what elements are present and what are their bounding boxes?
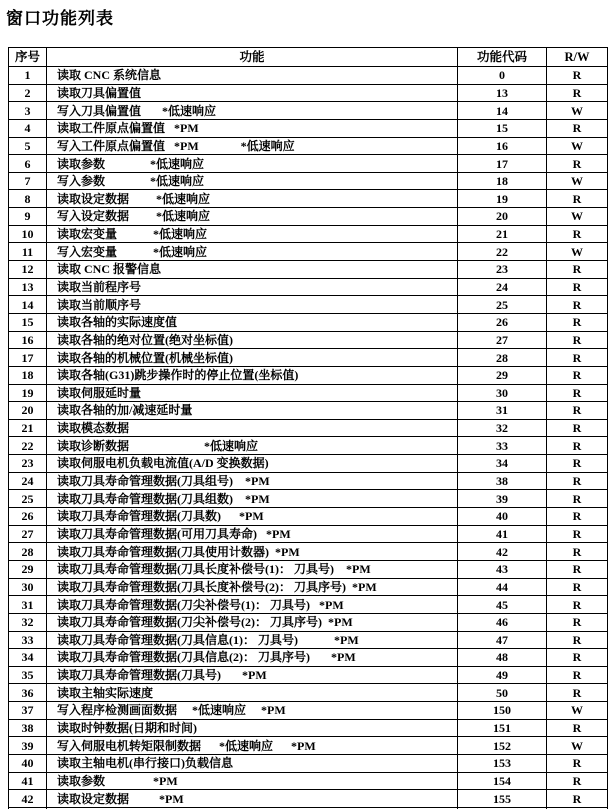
cell-rw: W [571, 738, 583, 753]
cell-rw: R [572, 509, 582, 524]
cell-no: 32 [9, 614, 47, 631]
cell-rw: R [572, 385, 582, 400]
cell-function: 读取刀具寿命管理数据(刀具组号) *PM [47, 473, 458, 490]
cell-code: 154 [458, 773, 547, 790]
cell-function: 写入程序检测画面数据 *低速响应 *PM [47, 702, 458, 719]
cell-function: 读取伺服延时量 [47, 385, 458, 402]
cell-no: 21 [9, 420, 47, 437]
cell-rw: R [572, 156, 582, 171]
cell-rw: R [572, 280, 582, 294]
cell-rw: R [572, 191, 582, 206]
cell-function: 读取刀具寿命管理数据(刀具长度补偿号(2)： 刀具序号) *PM [47, 579, 458, 596]
cell-function: 读取参数 *低速响应 [47, 155, 458, 172]
header-cell-function: 功能 [47, 48, 458, 66]
cell-function: 读取刀具寿命管理数据(刀具组数) *PM [47, 490, 458, 507]
cell-rw: R [572, 121, 582, 136]
table-body [9, 67, 607, 808]
table-row [9, 279, 607, 297]
cell-no: 7 [9, 173, 47, 190]
table-row [9, 261, 607, 279]
cell-code: 41 [458, 526, 547, 543]
cell-code: 28 [458, 349, 547, 366]
cell-function: 写入伺服电机转矩限制数据 *低速响应 *PM [47, 737, 458, 754]
table-row [9, 773, 607, 791]
header-cell-rw: R/W [564, 49, 590, 64]
cell-rw: R [572, 668, 582, 683]
table-row [9, 543, 607, 561]
cell-rw: R [572, 315, 582, 330]
cell-no: 17 [9, 349, 47, 366]
cell-no: 29 [9, 561, 47, 578]
cell-code: 16 [458, 138, 547, 155]
table-row [9, 226, 607, 244]
cell-no: 10 [9, 226, 47, 243]
cell-code: 40 [458, 508, 547, 525]
cell-rw: R [572, 791, 582, 806]
cell-code: 45 [458, 596, 547, 613]
cell-code: 20 [458, 208, 547, 225]
table-row [9, 420, 607, 438]
cell-function: 读取刀具寿命管理数据(刀具长度补偿号(1)： 刀具号) *PM [47, 561, 458, 578]
table-row [9, 649, 607, 667]
table-row [9, 296, 607, 314]
cell-rw: R [572, 350, 582, 365]
cell-no: 19 [9, 385, 47, 402]
table-row [9, 437, 607, 455]
table-row [9, 508, 607, 526]
cell-rw: R [572, 685, 582, 700]
cell-rw: R [572, 773, 582, 788]
cell-function: 读取时钟数据(日期和时间) [47, 720, 458, 737]
table-row [9, 490, 607, 508]
cell-rw: R [572, 368, 582, 383]
cell-no: 28 [9, 543, 47, 560]
cell-function: 写入参数 *低速响应 [47, 173, 458, 190]
cell-function: 读取各轴的绝对位置(绝对坐标值) [47, 332, 458, 349]
cell-rw: R [572, 438, 582, 453]
cell-no: 11 [9, 243, 47, 260]
cell-rw: R [572, 85, 582, 100]
cell-function: 读取当前程序号 [47, 279, 458, 296]
cell-no: 16 [9, 332, 47, 349]
table-row [9, 138, 607, 156]
cell-no: 42 [9, 790, 47, 807]
cell-rw: R [572, 632, 582, 647]
cell-no: 20 [9, 402, 47, 419]
cell-function: 读取刀具寿命管理数据(刀具信息(2)： 刀具序号) *PM [47, 649, 458, 666]
cell-rw: W [571, 209, 583, 224]
cell-code: 43 [458, 561, 547, 578]
cell-no: 27 [9, 526, 47, 543]
cell-function: 读取各轴(G31)跳步操作时的停止位置(坐标值) [47, 367, 458, 384]
cell-function: 写入宏变量 *低速响应 [47, 243, 458, 260]
cell-code: 50 [458, 684, 547, 701]
cell-function: 读取工件原点偏置值 *PM [47, 120, 458, 137]
cell-code: 151 [458, 720, 547, 737]
cell-rw: R [572, 544, 582, 559]
cell-no: 35 [9, 667, 47, 684]
cell-no: 40 [9, 755, 47, 772]
cell-no: 14 [9, 296, 47, 313]
cell-code: 49 [458, 667, 547, 684]
table-row [9, 755, 607, 773]
cell-code: 48 [458, 649, 547, 666]
table-row [9, 790, 607, 808]
table-row [9, 190, 607, 208]
cell-code: 22 [458, 243, 547, 260]
cell-no: 41 [9, 773, 47, 790]
cell-no: 30 [9, 579, 47, 596]
cell-function: 读取刀具寿命管理数据(刀具信息(1)： 刀具号) *PM [47, 632, 458, 649]
cell-rw: R [572, 615, 582, 630]
cell-no: 18 [9, 367, 47, 384]
table-header-row [9, 48, 607, 67]
cell-rw: R [572, 403, 582, 418]
cell-code: 153 [458, 755, 547, 772]
cell-rw: R [572, 456, 582, 471]
table-row [9, 684, 607, 702]
cell-rw: R [572, 421, 582, 436]
cell-function: 读取宏变量 *低速响应 [47, 226, 458, 243]
cell-code: 38 [458, 473, 547, 490]
cell-rw: R [572, 262, 582, 277]
cell-no: 8 [9, 190, 47, 207]
cell-function: 写入工件原点偏置值 *PM *低速响应 [47, 138, 458, 155]
cell-function: 读取刀具寿命管理数据(刀尖补偿号(2)： 刀具序号) *PM [47, 614, 458, 631]
cell-no: 22 [9, 437, 47, 454]
cell-code: 32 [458, 420, 547, 437]
table-row [9, 173, 607, 191]
function-table [8, 47, 608, 809]
cell-code: 33 [458, 437, 547, 454]
cell-code: 39 [458, 490, 547, 507]
cell-no: 25 [9, 490, 47, 507]
cell-no: 1 [9, 67, 47, 84]
cell-function: 读取刀具寿命管理数据(刀具数) *PM [47, 508, 458, 525]
table-row [9, 473, 607, 491]
cell-no: 15 [9, 314, 47, 331]
cell-code: 155 [458, 790, 547, 807]
cell-no: 39 [9, 737, 47, 754]
cell-code: 31 [458, 402, 547, 419]
cell-no: 26 [9, 508, 47, 525]
cell-no: 13 [9, 279, 47, 296]
cell-rw: W [571, 703, 583, 718]
cell-rw: R [572, 597, 582, 612]
cell-function: 读取刀具寿命管理数据(刀尖补偿号(1)： 刀具号) *PM [47, 596, 458, 613]
table-row [9, 561, 607, 579]
cell-rw: R [572, 579, 582, 594]
cell-no: 6 [9, 155, 47, 172]
table-row [9, 385, 607, 403]
cell-no: 24 [9, 473, 47, 490]
cell-function: 读取诊断数据 *低速响应 [47, 437, 458, 454]
cell-no: 37 [9, 702, 47, 719]
table-row [9, 720, 607, 738]
cell-no: 34 [9, 649, 47, 666]
cell-function: 读取当前顺序号 [47, 296, 458, 313]
cell-function: 读取刀具偏置值 [47, 85, 458, 102]
cell-function: 读取 CNC 报警信息 [47, 261, 458, 278]
cell-rw: R [572, 332, 582, 347]
cell-rw: W [571, 174, 583, 189]
page-title: 窗口功能列表 [6, 9, 114, 28]
cell-function: 读取参数 *PM [47, 773, 458, 790]
cell-code: 13 [458, 85, 547, 102]
cell-code: 34 [458, 455, 547, 472]
cell-no: 31 [9, 596, 47, 613]
cell-code: 152 [458, 737, 547, 754]
cell-code: 44 [458, 579, 547, 596]
table-row [9, 702, 607, 720]
table-row [9, 737, 607, 755]
cell-no: 23 [9, 455, 47, 472]
cell-no: 36 [9, 684, 47, 701]
table-row [9, 402, 607, 420]
table-row [9, 208, 607, 226]
cell-function: 读取主轴实际速度 [47, 684, 458, 701]
cell-rw: R [572, 721, 582, 736]
table-row [9, 579, 607, 597]
cell-rw: R [572, 491, 582, 506]
cell-rw: R [572, 68, 582, 83]
cell-code: 27 [458, 332, 547, 349]
cell-code: 25 [458, 296, 547, 313]
cell-rw: W [571, 244, 583, 259]
cell-function: 读取设定数据 *PM [47, 790, 458, 807]
cell-function: 读取设定数据 *低速响应 [47, 190, 458, 207]
cell-function: 读取主轴电机(串行接口)负载信息 [47, 755, 458, 772]
table-row [9, 85, 607, 103]
cell-no: 3 [9, 102, 47, 119]
cell-function: 读取刀具寿命管理数据(可用刀具寿命) *PM [47, 526, 458, 543]
cell-rw: W [571, 103, 583, 118]
cell-function: 读取 CNC 系统信息 [47, 67, 458, 84]
cell-function: 读取刀具寿命管理数据(刀具使用计数器) *PM [47, 543, 458, 560]
table-row [9, 349, 607, 367]
table-row [9, 120, 607, 138]
cell-rw: R [572, 474, 582, 489]
table-row [9, 632, 607, 650]
cell-function: 读取各轴的机械位置(机械坐标值) [47, 349, 458, 366]
cell-function: 读取模态数据 [47, 420, 458, 437]
table-row [9, 102, 607, 120]
table-row [9, 596, 607, 614]
cell-code: 150 [458, 702, 547, 719]
cell-no: 9 [9, 208, 47, 225]
table-row [9, 332, 607, 350]
cell-rw: R [572, 526, 582, 541]
cell-rw: R [572, 756, 582, 771]
cell-function: 读取刀具寿命管理数据(刀具号) *PM [47, 667, 458, 684]
cell-code: 30 [458, 385, 547, 402]
cell-code: 0 [458, 67, 547, 84]
cell-no: 2 [9, 85, 47, 102]
table-row [9, 67, 607, 85]
cell-no: 4 [9, 120, 47, 137]
cell-rw: R [572, 297, 582, 312]
cell-rw: R [572, 562, 582, 577]
table-row [9, 526, 607, 544]
cell-code: 42 [458, 543, 547, 560]
cell-code: 23 [458, 261, 547, 278]
table-row [9, 667, 607, 685]
cell-rw: R [572, 227, 582, 242]
header-cell-code: 功能代码 [458, 48, 547, 66]
cell-code: 15 [458, 120, 547, 137]
cell-code: 14 [458, 102, 547, 119]
cell-code: 46 [458, 614, 547, 631]
cell-code: 24 [458, 279, 547, 296]
cell-no: 12 [9, 261, 47, 278]
cell-code: 29 [458, 367, 547, 384]
header-cell-no: 序号 [9, 48, 47, 66]
cell-function: 读取伺服电机负载电流值(A/D 变换数据) [47, 455, 458, 472]
cell-function: 读取各轴的加/减速延时量 [47, 402, 458, 419]
table-row [9, 614, 607, 632]
cell-function: 写入设定数据 *低速响应 [47, 208, 458, 225]
cell-code: 17 [458, 155, 547, 172]
cell-code: 21 [458, 226, 547, 243]
cell-function: 读取各轴的实际速度值 [47, 314, 458, 331]
table-row [9, 314, 607, 332]
cell-rw: R [572, 650, 582, 665]
cell-no: 38 [9, 720, 47, 737]
cell-code: 18 [458, 173, 547, 190]
cell-rw: W [571, 138, 583, 153]
table-row [9, 455, 607, 473]
cell-code: 26 [458, 314, 547, 331]
table-row [9, 243, 607, 261]
cell-function: 写入刀具偏置值 *低速响应 [47, 102, 458, 119]
cell-no: 5 [9, 138, 47, 155]
table-row [9, 155, 607, 173]
table-row [9, 367, 607, 385]
cell-code: 19 [458, 190, 547, 207]
cell-code: 47 [458, 632, 547, 649]
cell-no: 33 [9, 632, 47, 649]
